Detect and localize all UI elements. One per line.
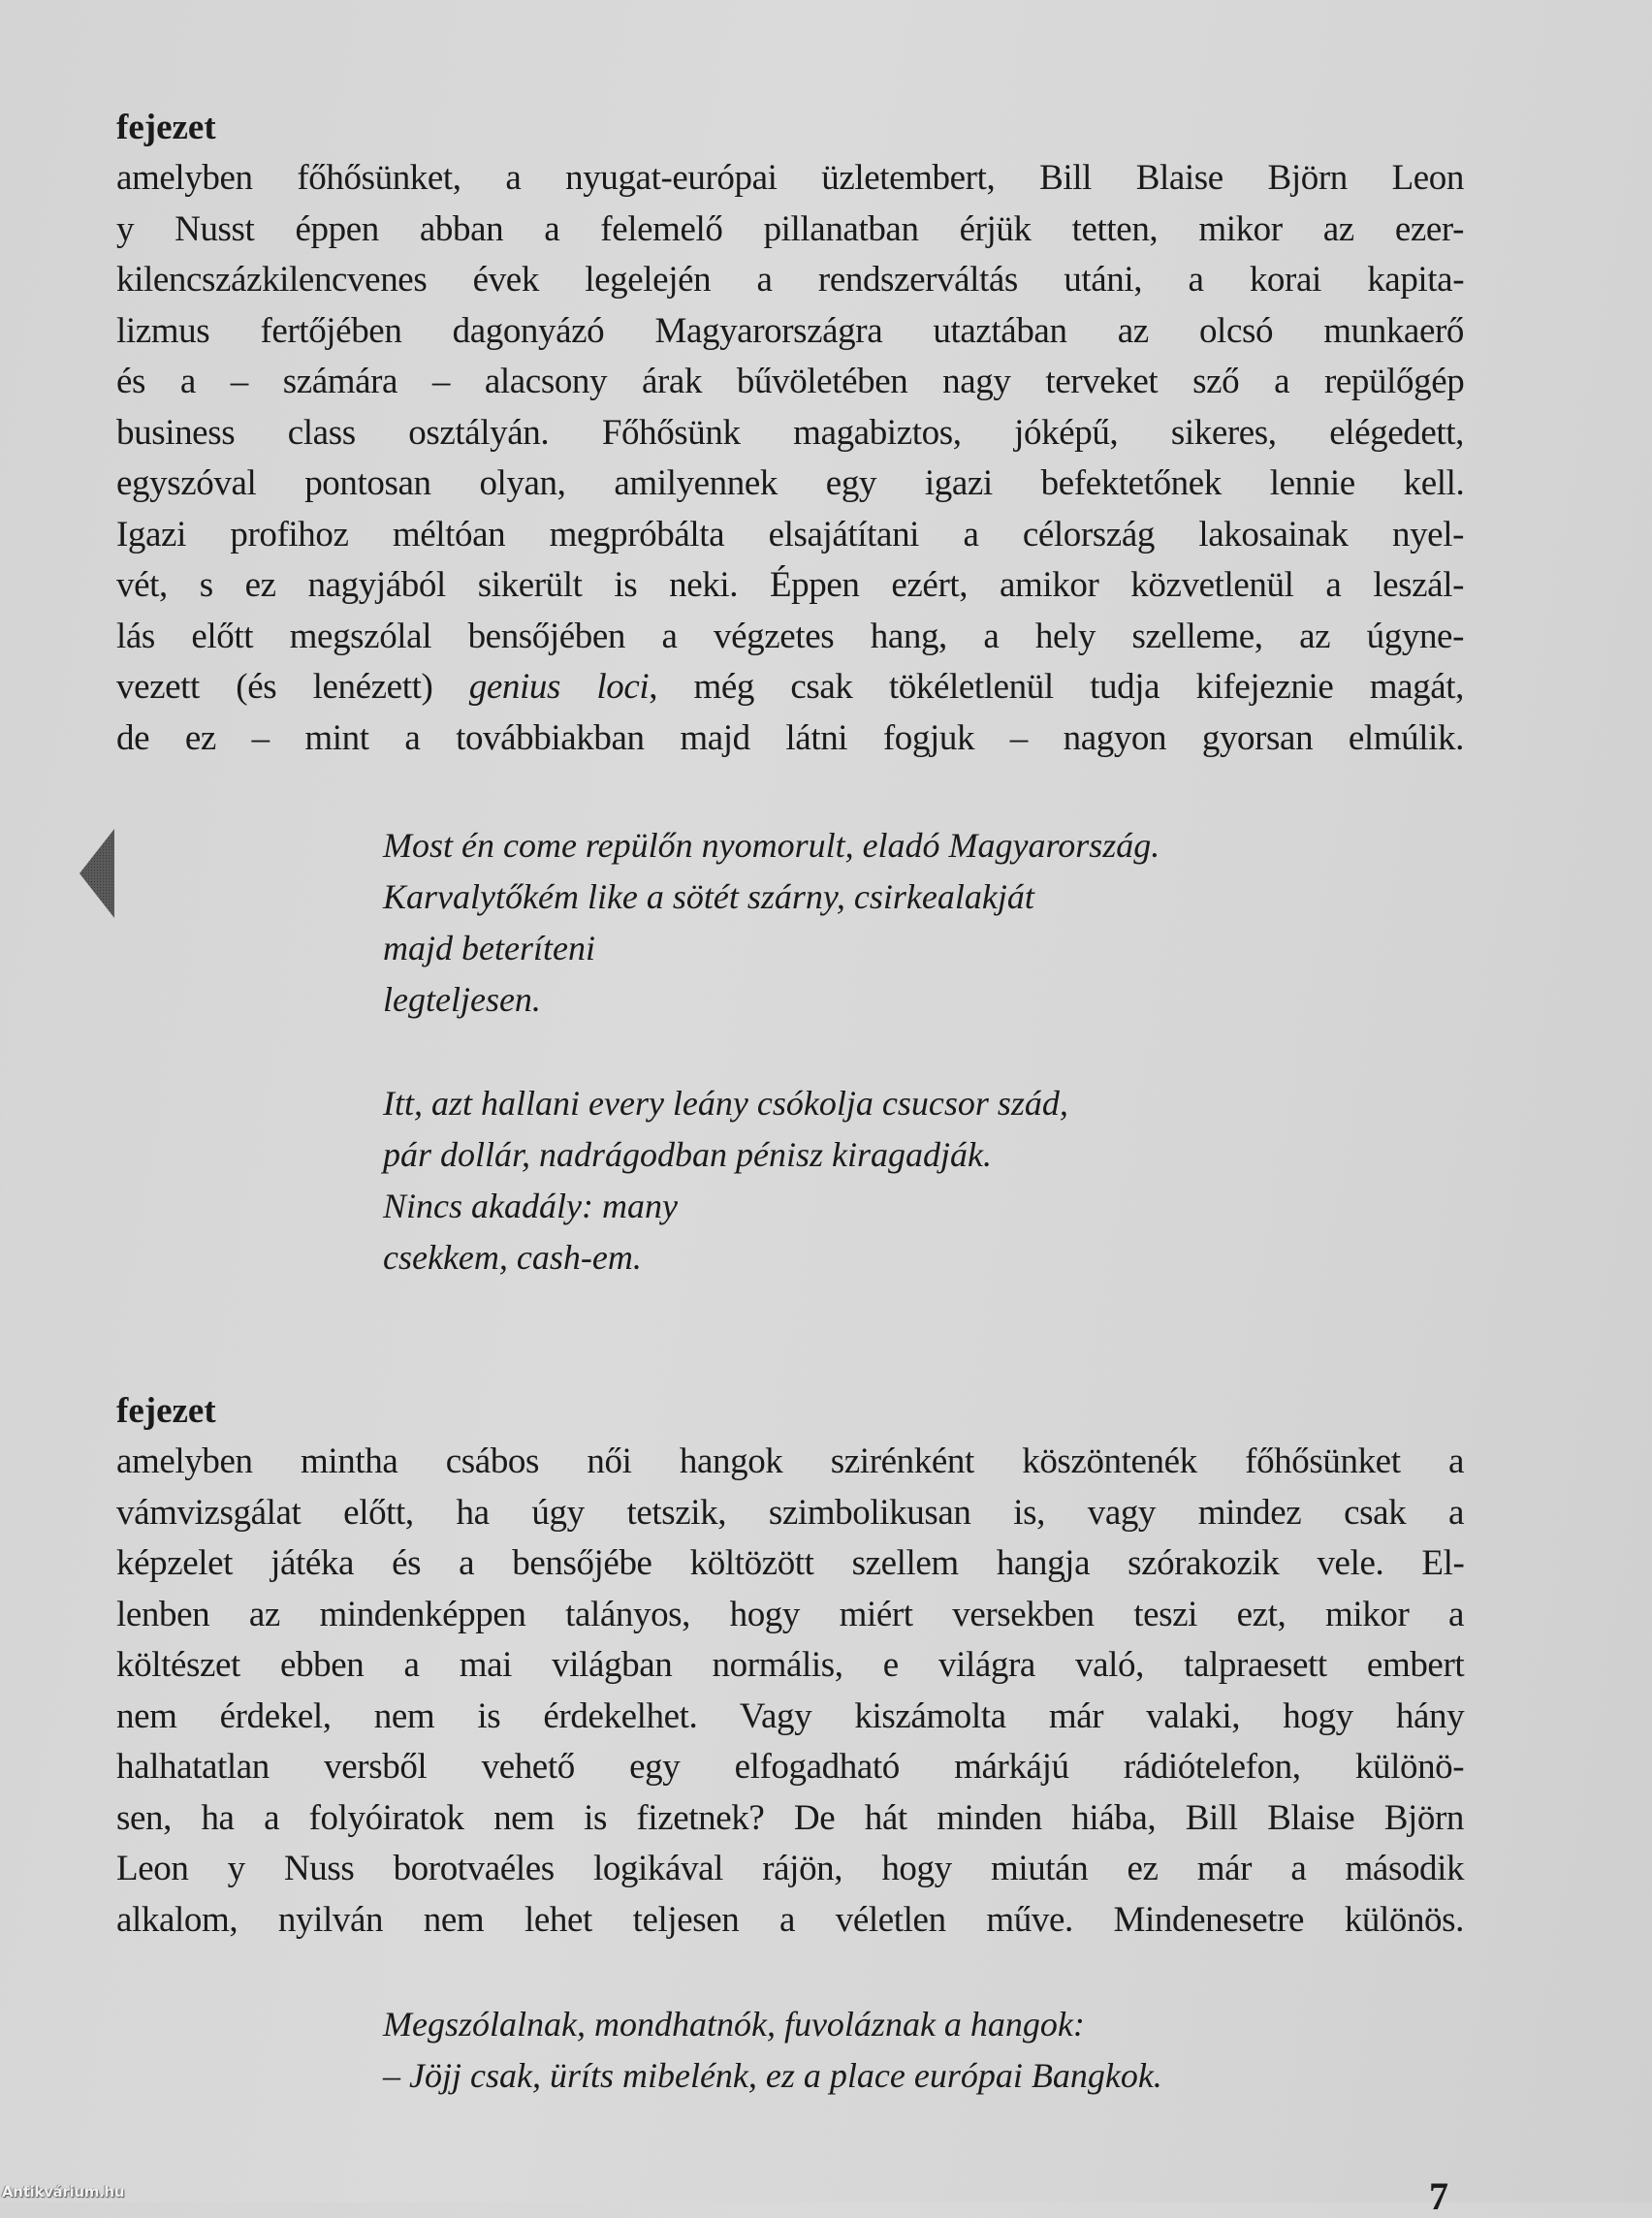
text-line: lás előtt megszólal bensőjében a végzetes hang, a hely szelleme, az úgyne- <box>116 616 1464 656</box>
margin-triangle-marker <box>79 829 114 918</box>
verse-line: csekkem, cash-em. <box>383 1238 642 1277</box>
chapter-section-2 <box>116 1386 1464 1946</box>
text-line: alkalom, nyilván nem lehet teljesen a véletlen műve. Mindenesetre különös. <box>116 1899 1464 1940</box>
text-line: költészet ebben a mai világban normális, e világra való, talpraesett embert <box>116 1645 1465 1685</box>
text-line: amelyben mintha csábos női hangok szirénként köszöntenék főhősünket a <box>116 1442 1464 1481</box>
text-line: business class osztályán. Főhősünk magabiztos, jóképű, sikeres, elégedett, <box>116 412 1464 453</box>
text-line: képzelet játéka és a bensőjébe költözött szellem hangja szórakozik vele. El- <box>116 1543 1465 1583</box>
poem-stanza-3 <box>383 1999 1162 2102</box>
chapter-heading: fejezet <box>116 108 216 147</box>
text-line: vét, s ez nagyjából sikerült is neki. Éppen ezért, amikor közvetlenül a leszál- <box>116 565 1464 605</box>
triangle-shape <box>79 829 114 918</box>
text-line: de ez – mint a továbbiakban majd látni fogjuk – nagyon gyorsan elmúlik. <box>116 717 1464 758</box>
verse-line: – Jöjj csak, üríts mibelénk, ez a place európai Bangkok. <box>383 2056 1162 2095</box>
text-fragment: vezett (és lenézett) <box>116 667 469 707</box>
verse-line: pár dollár, nadrágodban pénisz kiragadják. <box>383 1135 993 1174</box>
text-line: egyszóval pontosan olyan, amilyennek egy igazi befektetőnek lennie kell. <box>116 463 1465 503</box>
text-line: nem érdekel, nem is érdekelhet. Vagy kiszámolta már valaki, hogy hány <box>116 1695 1465 1736</box>
text-line: sen, ha a folyóiratok nem is fizetnek? De hát minden hiába, Bill Blaise Björn <box>116 1797 1464 1838</box>
latin-phrase: genius loci <box>468 667 650 707</box>
poem-stanza-2 <box>383 1078 1068 1283</box>
verse-line: Megszólalnak, mondhatnók, fuvoláznak a hangok: <box>383 2005 1085 2044</box>
page-number: 7 <box>1429 2174 1448 2218</box>
text-line: Igazi profihoz méltóan megpróbálta elsajátítani a célország lakosainak nyel- <box>116 514 1464 554</box>
chapter-summary-paragraph <box>116 1437 1464 1946</box>
chapter-section-1 <box>116 103 1464 764</box>
text-line: lenben az mindenképpen talányos, hogy miért versekben teszi ezt, mikor a <box>116 1594 1464 1634</box>
verse-line: Most én come repülőn nyomorult, eladó Magyarország. <box>383 826 1160 865</box>
text-line: vámvizsgálat előtt, ha úgy tetszik, szimbolikusan is, vagy mindez csak a <box>116 1492 1464 1533</box>
verse-line: Itt, azt hallani every leány csókolja csucsor szád, <box>383 1084 1068 1123</box>
text-fragment: , még csak tökéletlenül tudja kifejeznie magát, <box>649 667 1464 707</box>
verse-line: Karvalytőkém like a sötét szárny, csirkealakját <box>383 877 1034 916</box>
poem-stanza-1 <box>383 820 1160 1026</box>
text-line: y Nusst éppen abban a felemelő pillanatban érjük tetten, mikor az ezer- <box>116 208 1464 249</box>
verse-line: majd beteríteni <box>383 929 595 967</box>
text-line: és a – számára – alacsony árak bűvöletében nagy terveket sző a repülőgép <box>116 362 1465 401</box>
verse-line: Nincs akadály: many <box>383 1187 678 1225</box>
text-line <box>116 662 1464 713</box>
chapter-summary-paragraph <box>116 153 1464 764</box>
text-line: amelyben főhősünket, a nyugat-európai üzletembert, Bill Blaise Björn Leon <box>116 158 1464 198</box>
text-line: Leon y Nuss borotvaéles logikával rájön, hogy miután ez már a második <box>116 1849 1465 1888</box>
text-line: kilencszázkilencvenes évek legelején a rendszerváltás utáni, a korai kapita- <box>116 260 1465 300</box>
chapter-heading: fejezet <box>116 1391 216 1431</box>
text-line: halhatatlan versből vehető egy elfogadható márkájú rádiótelefon, különö- <box>116 1747 1465 1787</box>
verse-line: legteljesen. <box>383 980 541 1019</box>
text-line: lizmus fertőjében dagonyázó Magyarországra utaztában az olcsó munkaerő <box>116 310 1464 351</box>
watermark: Antikvárium.hu <box>2 2183 125 2201</box>
